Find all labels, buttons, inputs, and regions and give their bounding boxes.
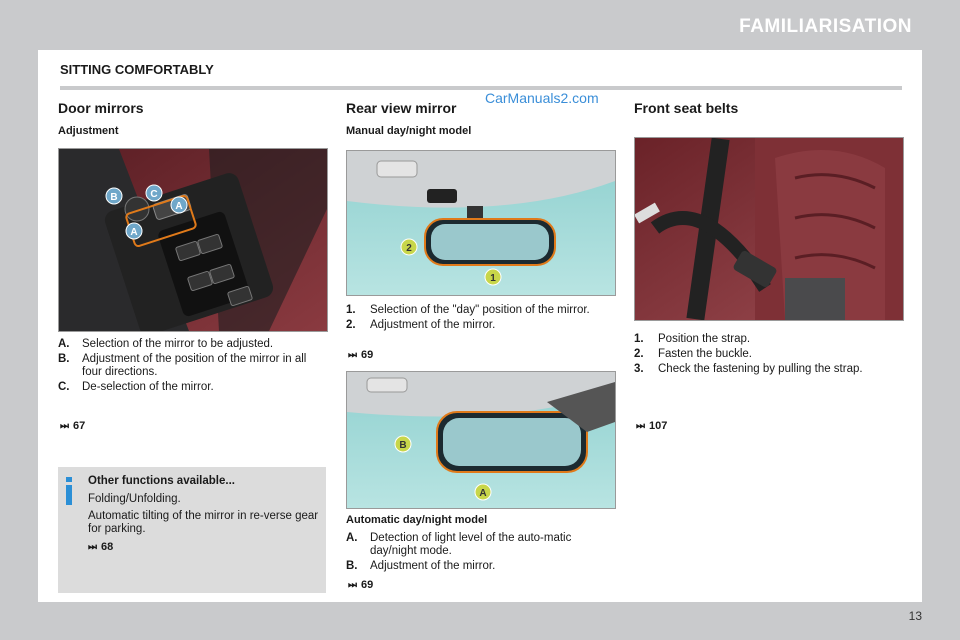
item-key: B.: [58, 353, 70, 365]
rear-view-mirror-heading: Rear view mirror: [346, 100, 457, 116]
section-divider: [60, 86, 902, 90]
item-text: Selection of the mirror to be adjusted.: [82, 338, 274, 350]
door-mirrors-heading: Door mirrors: [58, 100, 144, 116]
door-mirrors-list: [58, 338, 328, 396]
automatic-mirror-photo: [346, 371, 616, 509]
list-item: [634, 348, 904, 361]
item-text: Fasten the buckle.: [658, 348, 752, 360]
manual-model-list: [346, 304, 616, 334]
door-mirror-switch-photo: [58, 148, 328, 332]
manual-page: [38, 50, 922, 602]
item-key: C.: [58, 381, 70, 393]
manual-model-subheading: Manual day/night model: [346, 125, 472, 137]
list-item: [634, 333, 904, 346]
page-ref-number: 69: [361, 349, 374, 361]
page-ref-icon: ⏭: [348, 350, 357, 361]
front-seat-belts-heading: Front seat belts: [634, 100, 739, 116]
automatic-model-page-ref[interactable]: [348, 579, 373, 591]
manual-mirror-photo: [346, 150, 616, 296]
page-header-title: FAMILIARISATION: [739, 16, 912, 37]
item-key: 2.: [634, 348, 644, 360]
callout-b: B: [399, 440, 407, 451]
item-text: Selection of the "day" position of the mirror.: [370, 304, 590, 316]
callout-a: A: [479, 488, 487, 499]
door-mirrors-page-ref[interactable]: [60, 420, 85, 432]
item-text: De-selection of the mirror.: [82, 381, 214, 393]
callout-c: C: [150, 189, 158, 200]
seat-belts-list: [634, 333, 904, 378]
page-ref-icon: ⏭: [88, 542, 97, 553]
item-text: Adjustment of the mirror.: [370, 560, 496, 572]
callout-a-left: A: [130, 227, 138, 238]
automatic-model-list: [346, 532, 616, 575]
manual-model-page-ref[interactable]: [348, 349, 373, 361]
list-item: [346, 560, 616, 573]
automatic-model-subheading: Automatic day/night model: [346, 514, 488, 526]
info-icon-dot: [66, 477, 72, 482]
page-ref-number: 68: [101, 541, 114, 553]
item-key: 3.: [634, 363, 644, 375]
page-ref-icon: ⏭: [60, 421, 69, 432]
list-item: [634, 363, 904, 376]
callout-b: B: [110, 192, 118, 203]
page-ref-icon: ⏭: [636, 421, 645, 432]
callout-1: 1: [490, 273, 496, 284]
section-title: SITTING COMFORTABLY: [60, 62, 214, 77]
callout-a-right: A: [175, 201, 183, 212]
list-item: [346, 304, 616, 317]
item-text: Adjustment of the mirror.: [370, 319, 496, 331]
item-text: Check the fastening by pulling the strap.: [658, 363, 863, 375]
page-ref-icon: ⏭: [348, 580, 357, 591]
item-text: Detection of light level of the auto-matic day/night mode.: [370, 532, 572, 557]
item-key: A.: [58, 338, 70, 350]
door-mirrors-subheading: Adjustment: [58, 125, 119, 137]
item-key: A.: [346, 532, 358, 544]
list-item: [58, 338, 328, 351]
item-key: 1.: [346, 304, 356, 316]
info-box-title: Other functions available...: [88, 475, 235, 487]
list-item: [58, 353, 328, 379]
item-key: B.: [346, 560, 358, 572]
item-key: 1.: [634, 333, 644, 345]
item-text: Adjustment of the position of the mirror in all four directions.: [82, 353, 307, 378]
info-box: [58, 467, 326, 593]
page-ref-number: 67: [73, 420, 86, 432]
page-ref-number: 69: [361, 579, 374, 591]
seat-belts-page-ref[interactable]: [636, 420, 667, 432]
item-key: 2.: [346, 319, 356, 331]
list-item: [346, 532, 616, 558]
list-item: [58, 381, 328, 394]
list-item: [346, 319, 616, 332]
info-page-ref[interactable]: [88, 541, 113, 553]
watermark-text: CarManuals2.com: [485, 90, 599, 106]
callout-2: 2: [406, 243, 412, 254]
info-line-folding: Folding/Unfolding.: [88, 493, 181, 505]
page-ref-number: 107: [649, 420, 668, 432]
seat-belt-photo: [634, 137, 904, 321]
info-line-tilting: Automatic tilting of the mirror in re-verse gear for parking.: [88, 510, 319, 535]
item-text: Position the strap.: [658, 333, 751, 345]
info-icon: [66, 485, 72, 505]
page-number: 13: [908, 609, 922, 623]
